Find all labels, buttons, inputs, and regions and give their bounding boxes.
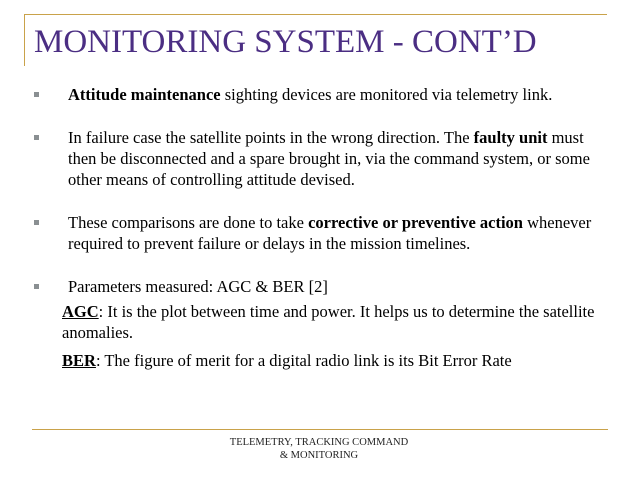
agc-text: : It is the plot between time and power. It helps us to determine the satellite anomalies.: [62, 302, 595, 342]
footer-line-2: & MONITORING: [279, 450, 359, 461]
bullet-parameters: [30, 276, 615, 297]
square-bullet-icon: [34, 92, 39, 97]
bullet-text: Parameters measured: AGC & BER [2]: [68, 277, 328, 296]
agc-term: AGC: [62, 302, 99, 321]
bullet-text: must then be disconnected and a spare brought in, via the command system, or some other means of controlling attitude devised.: [68, 128, 590, 189]
bullet-comparisons: [30, 212, 615, 254]
square-bullet-icon: [34, 220, 39, 225]
square-bullet-icon: [34, 135, 39, 140]
bullet-failure: [30, 127, 615, 190]
footer-line-1: TELEMETRY, TRACKING COMMAND: [229, 437, 409, 448]
bullet-text: sighting devices are monitored via telemetry link.: [220, 85, 553, 104]
square-bullet-icon: [34, 284, 39, 289]
bullet-bold: corrective or preventive action: [308, 213, 523, 232]
bullet-list: [30, 84, 615, 371]
bullet-text: whenever required to prevent failure or delays in the mission timelines.: [68, 213, 592, 253]
ber-definition: [30, 350, 615, 371]
left-rule: [24, 14, 25, 66]
bottom-rule: [32, 429, 608, 430]
agc-definition: [30, 301, 615, 343]
bullet-bold: Attitude maintenance: [68, 85, 221, 104]
slide-title: MONITORING SYSTEM - CONT’D: [34, 24, 537, 60]
footer: [0, 436, 638, 462]
bullet-text: These comparisons are done to take: [68, 213, 309, 232]
bullet-bold: faulty unit: [473, 128, 548, 147]
bullet-attitude: [30, 84, 615, 105]
top-rule: [24, 14, 607, 15]
ber-text: : The figure of merit for a digital radio link is its Bit Error Rate: [95, 351, 512, 370]
ber-term: BER: [62, 351, 96, 370]
bullet-text: In failure case the satellite points in the wrong direction. The: [68, 128, 474, 147]
